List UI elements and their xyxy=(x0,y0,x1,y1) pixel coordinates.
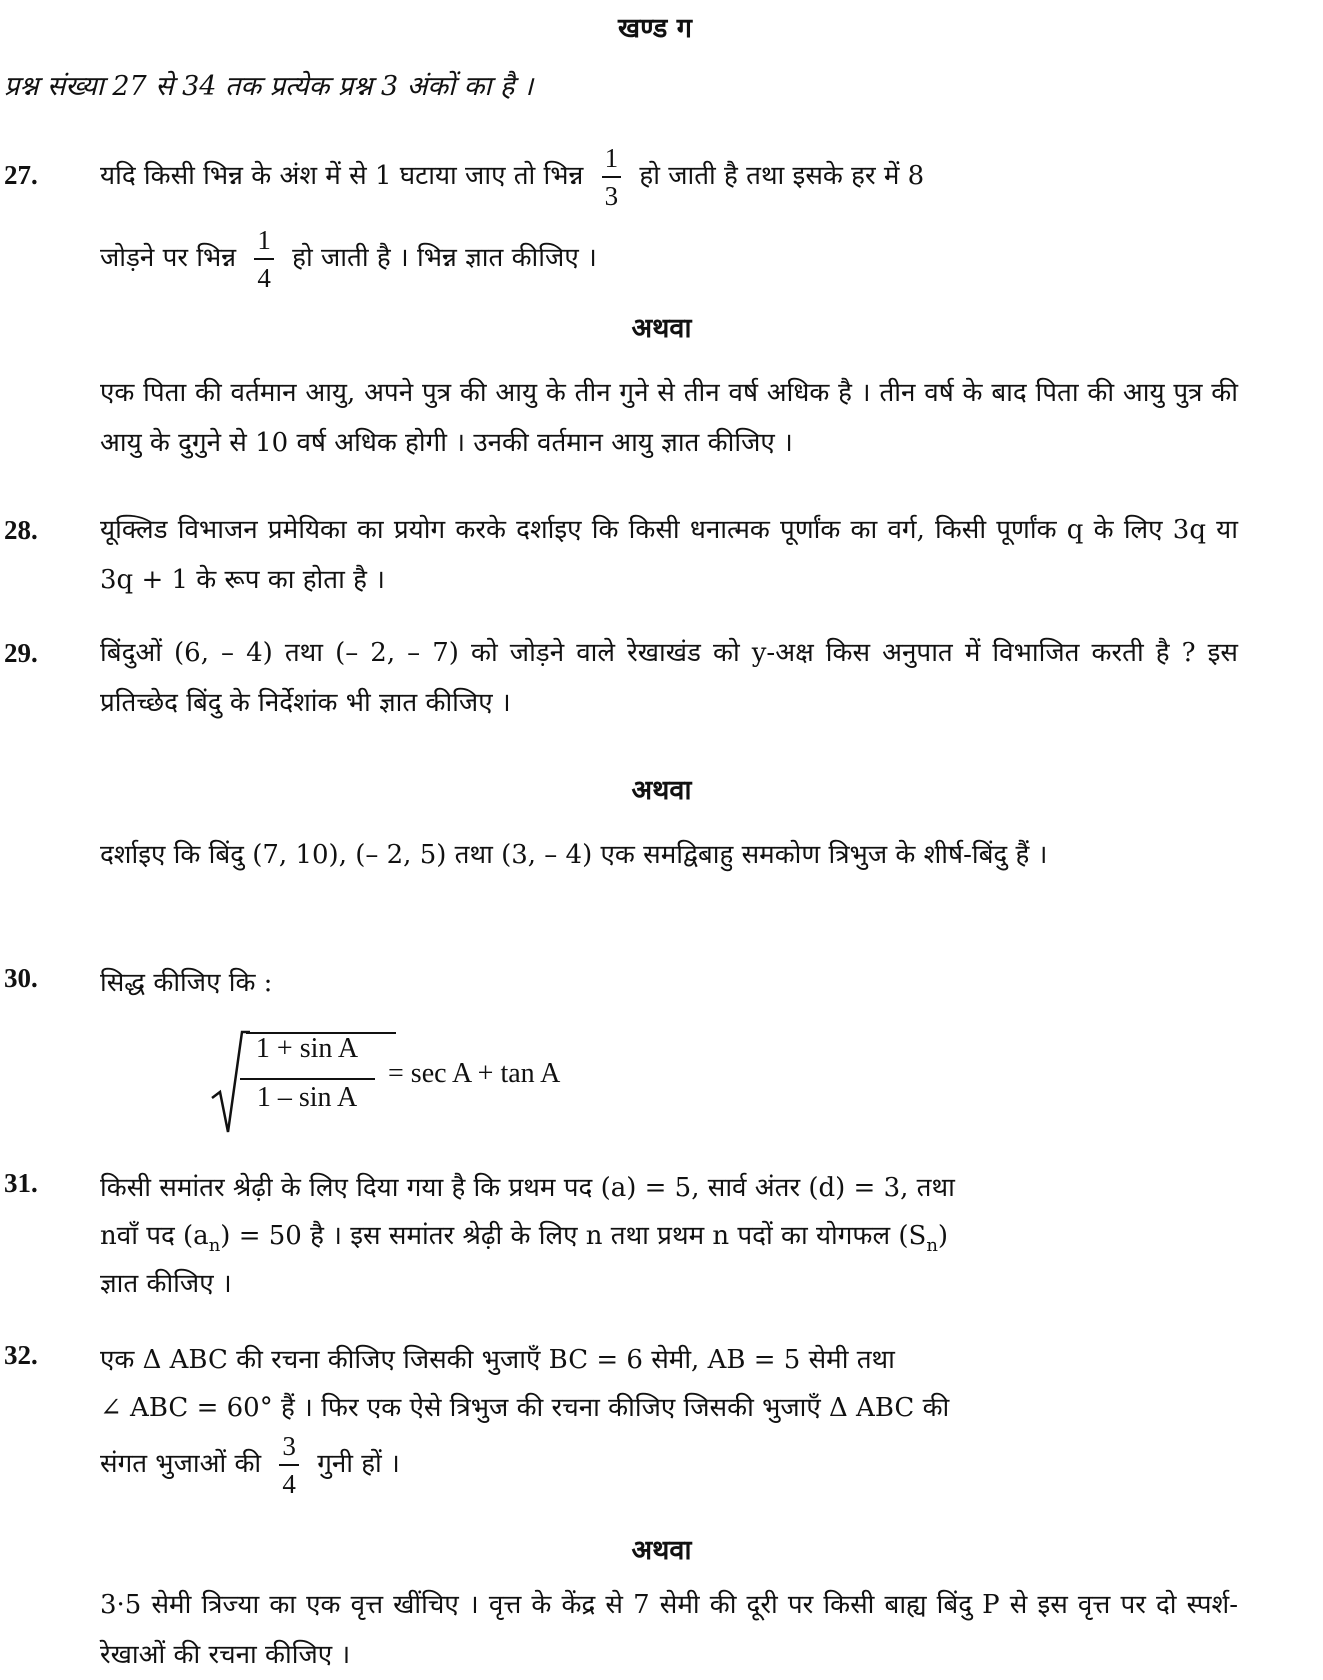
q31-text: nवाँ पद (a xyxy=(100,1221,209,1251)
q27-line-2 xyxy=(100,222,597,296)
q31-line-1: किसी समांतर श्रेढ़ी के लिए दिया गया है कि प्रथम पद (a) = 5, सार्व अंतर (d) = 3, तथा xyxy=(100,1173,955,1203)
fraction-one-fourth xyxy=(254,222,274,296)
q32-text-part-a: संगत भुजाओं की xyxy=(100,1449,262,1479)
fraction-bar xyxy=(240,1078,375,1080)
q27-text-part-4: हो जाती है । भिन्न ज्ञात कीजिए । xyxy=(292,243,597,273)
equation-denominator: 1 – sin A xyxy=(256,1082,358,1113)
q27-text-part-2: हो जाती है तथा इसके हर में 8 xyxy=(639,161,925,191)
q27-line-1 xyxy=(100,140,924,214)
q30-text: सिद्ध कीजिए कि : xyxy=(100,968,273,998)
fraction-numerator: 3 xyxy=(279,1428,299,1466)
q31-line-3: ज्ञात कीजिए । xyxy=(100,1269,232,1299)
question-number-32: 32. xyxy=(4,1340,38,1370)
fraction-denominator: 4 xyxy=(257,263,271,293)
question-number-28: 28. xyxy=(4,515,38,545)
q30-equation xyxy=(210,1028,630,1138)
q32-line-2: ∠ ABC = 60° हैं । फिर एक ऐसे त्रिभुज की रचना कीजिए जिसकी भुजाएँ Δ ABC की xyxy=(100,1393,950,1423)
q27-alternative: एक पिता की वर्तमान आयु, अपने पुत्र की आयु के तीन गुने से तीन वर्ष अधिक है । तीन वर्ष के बाद पिता की आयु पुत्र की आयु के दुगुने से 10 वर्ष अधिक होगी । उनकी वर्तमान आयु ज्ञात कीजिए । xyxy=(100,378,1238,458)
fraction-numerator: 1 xyxy=(602,140,622,178)
fraction-numerator: 1 xyxy=(254,222,274,260)
q31-text: ) = 50 है । इस समांतर श्रेढ़ी के लिए n तथा प्रथम n पदों का योगफल (S xyxy=(220,1221,927,1251)
q27-text-part-1: यदि किसी भिन्न के अंश में से 1 घटाया जाए तो भिन्न xyxy=(100,161,584,191)
section-title: खण्ड ग xyxy=(618,13,692,44)
fraction-denominator: 3 xyxy=(604,181,619,211)
section-instruction: प्रश्न संख्या 27 से 34 तक प्रत्येक प्रश्न 3 अंकों का है । xyxy=(4,71,534,102)
q31-text: ) xyxy=(937,1221,949,1251)
equation-rhs: = sec A + tan A xyxy=(388,1058,561,1089)
or-separator-q29: अथवा xyxy=(631,775,692,806)
fraction-three-fourths xyxy=(279,1428,299,1502)
question-number-31: 31. xyxy=(4,1168,38,1198)
equation-numerator: 1 + sin A xyxy=(255,1033,359,1064)
q28-text: यूक्लिड विभाजन प्रमेयिका का प्रयोग करके दर्शाइए कि किसी धनात्मक पूर्णांक का वर्ग, किसी पूर्णांक q के लिए 3q या 3q + 1 के रूप का होता है । xyxy=(100,515,1238,595)
q32-text-part-b: गुनी हों । xyxy=(317,1449,400,1479)
q29-alternative: दर्शाइए कि बिंदु (7, 10), (– 2, 5) तथा (3, – 4) एक समद्विबाहु समकोण त्रिभुज के शीर्ष-बिंदु हैं । xyxy=(100,840,1048,870)
q27-text-part-3: जोड़ने पर भिन्न xyxy=(100,243,237,273)
or-separator-q27: अथवा xyxy=(631,313,692,344)
subscript: n xyxy=(208,1235,221,1256)
q29-text: बिंदुओं (6, – 4) तथा (– 2, – 7) को जोड़ने वाले रेखाखंड को y-अक्ष किस अनुपात में विभाजित करती है ? इस प्रतिच्छेद बिंदु के निर्देशांक भी ज्ञात कीजिए । xyxy=(100,638,1238,718)
fraction-denominator: 4 xyxy=(282,1469,296,1499)
question-number-27: 27. xyxy=(4,160,38,190)
question-number-30: 30. xyxy=(4,963,38,993)
or-separator-q32: अथवा xyxy=(631,1535,692,1566)
fraction-one-third xyxy=(602,140,622,214)
q32-line-1: एक Δ ABC की रचना कीजिए जिसकी भुजाएँ BC = 6 सेमी, AB = 5 सेमी तथा xyxy=(100,1345,895,1375)
q31-line-2 xyxy=(100,1216,948,1256)
q32-line-3 xyxy=(100,1428,400,1502)
subscript: n xyxy=(926,1235,938,1256)
q32-alternative: 3·5 सेमी त्रिज्या का एक वृत्त खींचिए । वृत्त के केंद्र से 7 सेमी की दूरी पर किसी बाह्य बिंदु P से इस वृत्त पर दो स्पर्श-रेखाओं की रचना कीजिए । xyxy=(100,1590,1238,1670)
question-number-29: 29. xyxy=(4,638,38,668)
